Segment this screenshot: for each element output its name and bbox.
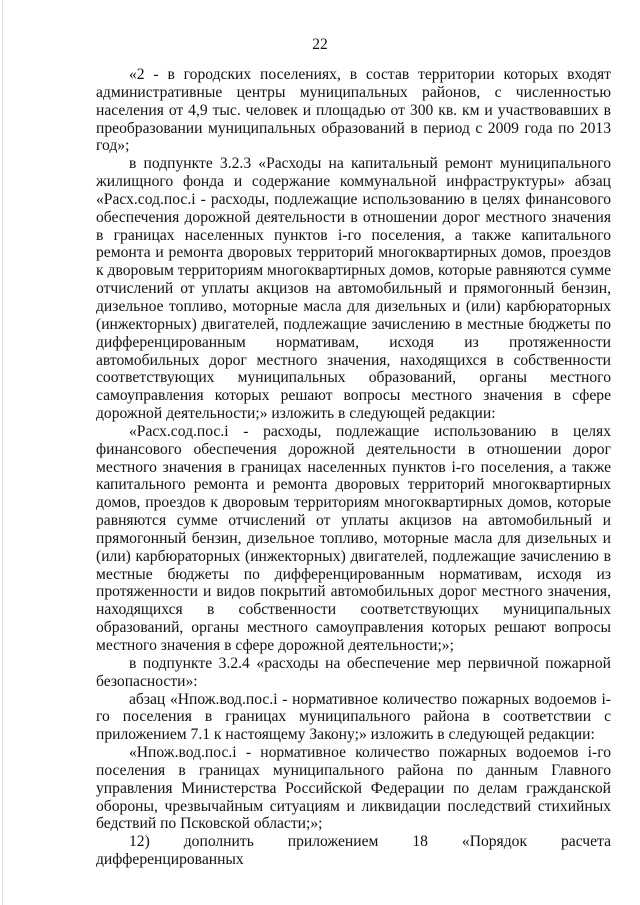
page-number: 22: [312, 36, 328, 53]
paragraph-7: 12) дополнить приложением 18 «Порядок расчета дифференцированных: [96, 833, 611, 869]
paragraph-6: «Нпож.вод.пос.i - нормативное количество пожарных водоемов i-го поселения в границах муниципального района по данным Главного управления Министерства Российской Федерации по делам гражданской обороны, чрезвычайным ситуациям и ликвидации последствий стихийных бедствий по Псковской области;»;: [96, 744, 611, 833]
paragraph-2: в подпункте 3.2.3 «Расходы на капитальный ремонт муниципального жилищного фонда и содержание коммунальной инфраструктуры» абзац «Расх.сод.пос.i - расходы, подлежащие использованию в целях финансового обеспечения дорожной деятельности в отношении дорог местного значения в границах населенных пунктов i-го поселения, а также капитального ремонта и ремонта дворовых территорий многоквартирных домов, проездов к дворовым территориям многоквартирных домов, которые равняются сумме отчислений от уплаты акцизов на автомобильный и прямогонный бензин, дизельное топливо, моторные масла для дизельных и (или) карбюраторных (инжекторных) двигателей, подлежащие зачислению в местные бюджеты по дифференцированным нормативам, исходя из протяженности автомобильных дорог местного значения, находящихся в собственности соответствующих муниципальных образований, органы местного самоуправления которых решают вопросы местного значения в сфере дорожной деятельности;» изложить в следующей редакции:: [96, 155, 611, 423]
paragraph-1: «2 - в городских поселениях, в состав территории которых входят административные центры муниципальных районов, с численностью населения от 4,9 тыс. человек и площадью от 300 кв. км и участвовавших в преобразовании муниципальных образований в период с 2009 года по 2013 год»;: [96, 66, 611, 155]
paragraph-4: в подпункте 3.2.4 «расходы на обеспечение мер первичной пожарной безопасности»:: [96, 654, 611, 690]
paragraph-3: «Расх.сод.пос.i - расходы, подлежащие использованию в целях финансового обеспечения дорожной деятельности в отношении дорог местного значения в границах населенных пунктов i-го поселения, а также капитального ремонта и ремонта дворовых территорий многоквартирных домов, проездов к дворовым территориям многоквартирных домов, которые равняются сумме отчислений от уплаты акцизов на автомобильный и прямогонный бензин, дизельное топливо, моторные масла для дизельных и (или) карбюраторных (инжекторных) двигателей, подлежащие зачислению в местные бюджеты по дифференцированным нормативам, исходя из протяженности и видов покрытий автомобильных дорог местного значения, находящихся в собственности соответствующих муниципальных образований, органы местного самоуправления которых решают вопросы местного значения в сфере дорожной деятельности;»;: [96, 422, 611, 654]
scan-edge-line: [2, 0, 3, 905]
document-body: [96, 66, 611, 869]
paragraph-5: абзац «Нпож.вод.пос.i - нормативное количество пожарных водоемов i-го поселения в границах муниципального района в соответствии с приложением 7.1 к настоящему Закону;» изложить в следующей редакции:: [96, 690, 611, 744]
